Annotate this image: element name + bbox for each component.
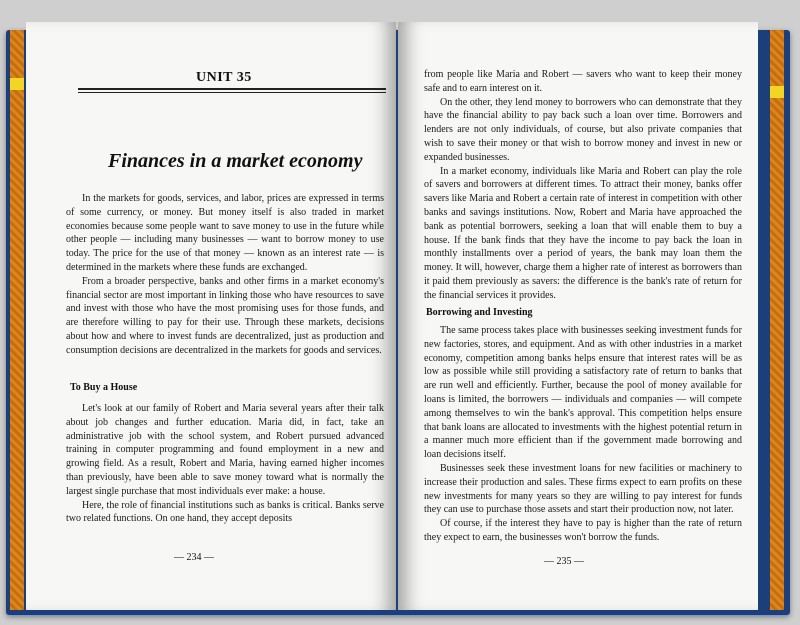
cover-band-right [770,86,784,98]
section-heading: Borrowing and Investing [426,307,533,318]
paragraph: Of course, if the interest they have to pay is higher than the rate of return they expect to earn, the businesses won't borrow the funds. [424,518,742,543]
section-heading: To Buy a House [70,382,138,393]
cover-band-left [10,78,24,90]
paragraph: Here, the role of financial institutions such as banks is critical. Banks serve two related functions. On one hand, they accept deposits [66,499,384,525]
header-rule-top [78,88,386,90]
left-page [26,22,396,610]
paragraph: Let's look at our family of Robert and Maria several years after their talk about job changes and further education. Maria did, in fact, take an administrative job with the school system, and Robert pursued advanced training in computer programming and found employment in a new and growing field. As a result, Robert and Maria, having earned higher incomes than previously, have been able to save money toward what is normally the largest single purchase that most individuals ever make: a house. [66,403,384,497]
house-text [66,402,384,526]
right-page [398,22,758,610]
paragraph: From a broader perspective, banks and other firms in a market economy's financial sector are most important in linking those who have resources to save and invest with those who have the most promising uses for those funds, and are therefore willing to pay for their use. Through these markets, decisions about how and where to invest funds are decentralized, just as production and consumption decisions are decentralized in the markets for goods and services. [66,275,384,356]
cover-spine-right [770,30,784,610]
paragraph: In a market economy, individuals like Maria and Robert can play the role of savers and borrowers at different times. To attract their money, banks offer savers like Maria and Robert a certain rate of interest in competition with other banks and savings institutions. Now, Robert and Maria have approached the bank as potential borrowers, seeking a loan that will enable them to buy a house. If the bank finds that they have the income to pay back the loan in monthly installments over a period of years, the bank may loan them the money. It will, however, charge them a higher rate of interest as borrowers than it paid them previously as savers: the difference is the bank's rate of return for the financial services it provides. [424,165,742,301]
paragraph: The same process takes place with businesses seeking investment funds for new factories, stores, and equipment. And as with other industries in a market economy, competition among banks helps ensure that interest rates will be as low as possible while still providing a satisfactory rate of return to banks that are run well and efficiently. Further, because the pool of money available for loans is limited, the borrowers — individuals and companies — will compete among themselves to win the bank's approval. This competition helps ensure that bank loans are allocated to investments with the highest potential return in a manner much more efficient than if the government made borrowing and loan decisions itself. [424,325,742,461]
chapter-title: Finances in a market economy [108,150,363,172]
paragraph: from people like Maria and Robert — savers who want to keep their money safe and to earn interest on it. [424,69,742,94]
top-text [424,68,742,303]
intro-text [66,192,384,358]
unit-title: UNIT 35 [196,70,252,85]
borrowing-text [424,324,742,545]
header-rule-bottom [78,92,386,93]
paragraph: On the other, they lend money to borrowers who can demonstrate that they have the financial ability to pay back such a loan over time. Borrowers and lenders are not only individuals, of course, but also private companies that wish to save their money or that wish to borrow money and invest in new or expanded businesses. [424,96,742,163]
page-number: — 234 — [174,552,214,563]
cover-spine-left [10,30,24,610]
page-number: — 235 — [544,556,584,567]
paragraph: In the markets for goods, services, and labor, prices are expressed in terms of some currency, or money. But money itself is also traded in market economies because some people want to save money to use in the future while other people — including many businesses — want to borrow money to use today. The price for the use of that money — known as an interest rate — is determined in the markets where these funds are exchanged. [66,193,384,273]
paragraph: Businesses seek these investment loans for new facilities or machinery to increase their production and sales. These firms expect to earn profits on these new investments for many years so they are willing to pay interest for funds they can use to purchase those assets and start their production now, not later. [424,462,742,516]
